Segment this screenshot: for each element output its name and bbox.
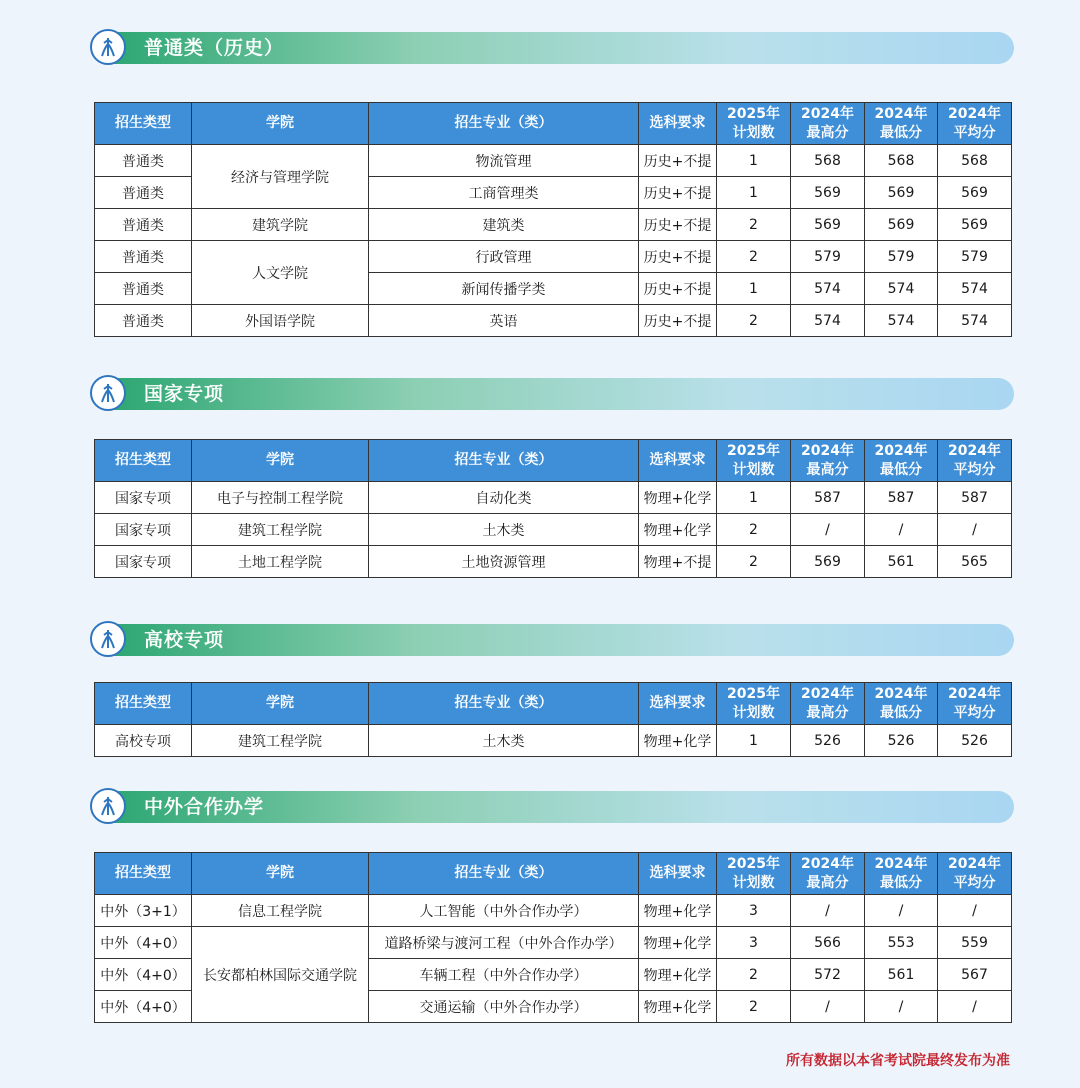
section-banner bbox=[92, 624, 1014, 656]
cell-plan: 1 bbox=[717, 482, 791, 514]
school-logo-icon bbox=[90, 375, 126, 411]
cell-requirement: 物理+化学 bbox=[639, 927, 717, 959]
cell-college: 电子与控制工程学院 bbox=[192, 482, 369, 514]
table-header-row bbox=[95, 103, 1012, 145]
cell-plan: 3 bbox=[717, 927, 791, 959]
cell-avg: 567 bbox=[938, 959, 1012, 991]
cell-min: 587 bbox=[865, 482, 938, 514]
cell-type: 中外（4+0） bbox=[95, 927, 192, 959]
cell-min: 579 bbox=[865, 241, 938, 273]
table-row bbox=[95, 209, 1012, 241]
admission-table bbox=[94, 439, 1012, 578]
cell-max: 587 bbox=[791, 482, 865, 514]
header-avg: 2024年 平均分 bbox=[938, 103, 1012, 145]
admission-table bbox=[94, 852, 1012, 1023]
cell-major: 土地资源管理 bbox=[369, 546, 639, 578]
cell-max: 566 bbox=[791, 927, 865, 959]
cell-college: 信息工程学院 bbox=[192, 895, 369, 927]
cell-avg: 569 bbox=[938, 177, 1012, 209]
footer-note: 所有数据以本省考试院最终发布为准 bbox=[786, 1053, 1010, 1069]
section-banner bbox=[92, 32, 1014, 64]
cell-max: 572 bbox=[791, 959, 865, 991]
section-banner bbox=[92, 791, 1014, 823]
cell-plan: 2 bbox=[717, 241, 791, 273]
header-plan: 2025年 计划数 bbox=[717, 440, 791, 482]
section-title: 普通类（历史） bbox=[144, 37, 285, 59]
cell-requirement: 历史+不提 bbox=[639, 273, 717, 305]
cell-major: 道路桥梁与渡河工程（中外合作办学） bbox=[369, 927, 639, 959]
cell-type: 中外（4+0） bbox=[95, 991, 192, 1023]
cell-requirement: 物理+化学 bbox=[639, 514, 717, 546]
cell-type: 国家专项 bbox=[95, 482, 192, 514]
cell-max: 569 bbox=[791, 209, 865, 241]
cell-plan: 2 bbox=[717, 959, 791, 991]
cell-college: 人文学院 bbox=[192, 241, 369, 305]
cell-avg: 526 bbox=[938, 725, 1012, 757]
header-avg: 2024年 平均分 bbox=[938, 853, 1012, 895]
cell-min: / bbox=[865, 514, 938, 546]
cell-avg: 579 bbox=[938, 241, 1012, 273]
cell-college: 建筑学院 bbox=[192, 209, 369, 241]
cell-requirement: 历史+不提 bbox=[639, 177, 717, 209]
header-major: 招生专业（类） bbox=[369, 440, 639, 482]
header-plan: 2025年 计划数 bbox=[717, 683, 791, 725]
cell-major: 土木类 bbox=[369, 725, 639, 757]
cell-type: 普通类 bbox=[95, 305, 192, 337]
header-major: 招生专业（类） bbox=[369, 683, 639, 725]
cell-avg: 587 bbox=[938, 482, 1012, 514]
header-type: 招生类型 bbox=[95, 440, 192, 482]
table-header-row bbox=[95, 853, 1012, 895]
cell-max: / bbox=[791, 895, 865, 927]
header-requirement: 选科要求 bbox=[639, 853, 717, 895]
header-min: 2024年 最低分 bbox=[865, 440, 938, 482]
table-row bbox=[95, 482, 1012, 514]
cell-avg: / bbox=[938, 991, 1012, 1023]
cell-max: 569 bbox=[791, 546, 865, 578]
header-major: 招生专业（类） bbox=[369, 853, 639, 895]
header-max: 2024年 最高分 bbox=[791, 440, 865, 482]
cell-avg: 574 bbox=[938, 305, 1012, 337]
header-college: 学院 bbox=[192, 440, 369, 482]
section-title: 高校专项 bbox=[144, 629, 225, 651]
cell-type: 国家专项 bbox=[95, 546, 192, 578]
cell-type: 国家专项 bbox=[95, 514, 192, 546]
cell-plan: 1 bbox=[717, 177, 791, 209]
header-college: 学院 bbox=[192, 103, 369, 145]
cell-max: 574 bbox=[791, 305, 865, 337]
cell-max: 574 bbox=[791, 273, 865, 305]
section-title: 国家专项 bbox=[144, 383, 225, 405]
table-row bbox=[95, 895, 1012, 927]
cell-plan: 2 bbox=[717, 991, 791, 1023]
header-major: 招生专业（类） bbox=[369, 103, 639, 145]
cell-major: 建筑类 bbox=[369, 209, 639, 241]
cell-requirement: 物理+化学 bbox=[639, 482, 717, 514]
cell-min: 568 bbox=[865, 145, 938, 177]
header-type: 招生类型 bbox=[95, 853, 192, 895]
cell-min: 526 bbox=[865, 725, 938, 757]
cell-requirement: 历史+不提 bbox=[639, 209, 717, 241]
cell-major: 英语 bbox=[369, 305, 639, 337]
cell-requirement: 物理+化学 bbox=[639, 959, 717, 991]
table-row bbox=[95, 305, 1012, 337]
cell-college: 外国语学院 bbox=[192, 305, 369, 337]
table-row bbox=[95, 927, 1012, 959]
header-college: 学院 bbox=[192, 683, 369, 725]
cell-type: 中外（3+1） bbox=[95, 895, 192, 927]
school-logo-icon bbox=[90, 621, 126, 657]
cell-requirement: 历史+不提 bbox=[639, 145, 717, 177]
cell-max: 526 bbox=[791, 725, 865, 757]
header-avg: 2024年 平均分 bbox=[938, 683, 1012, 725]
cell-max: 579 bbox=[791, 241, 865, 273]
header-plan: 2025年 计划数 bbox=[717, 103, 791, 145]
cell-requirement: 物理+化学 bbox=[639, 725, 717, 757]
cell-requirement: 历史+不提 bbox=[639, 241, 717, 273]
cell-type: 高校专项 bbox=[95, 725, 192, 757]
table-row bbox=[95, 546, 1012, 578]
cell-max: / bbox=[791, 991, 865, 1023]
cell-plan: 2 bbox=[717, 514, 791, 546]
section-banner bbox=[92, 378, 1014, 410]
table-header-row bbox=[95, 683, 1012, 725]
cell-avg: / bbox=[938, 514, 1012, 546]
cell-plan: 1 bbox=[717, 273, 791, 305]
cell-type: 中外（4+0） bbox=[95, 959, 192, 991]
header-min: 2024年 最低分 bbox=[865, 853, 938, 895]
cell-min: 569 bbox=[865, 209, 938, 241]
cell-requirement: 物理+化学 bbox=[639, 895, 717, 927]
cell-plan: 2 bbox=[717, 546, 791, 578]
school-logo-icon bbox=[90, 788, 126, 824]
cell-major: 新闻传播学类 bbox=[369, 273, 639, 305]
table-row bbox=[95, 241, 1012, 273]
cell-requirement: 物理+化学 bbox=[639, 991, 717, 1023]
cell-type: 普通类 bbox=[95, 273, 192, 305]
cell-plan: 2 bbox=[717, 209, 791, 241]
cell-type: 普通类 bbox=[95, 145, 192, 177]
header-max: 2024年 最高分 bbox=[791, 853, 865, 895]
header-type: 招生类型 bbox=[95, 683, 192, 725]
cell-min: 561 bbox=[865, 959, 938, 991]
cell-max: 569 bbox=[791, 177, 865, 209]
table-row bbox=[95, 725, 1012, 757]
cell-max: / bbox=[791, 514, 865, 546]
cell-plan: 3 bbox=[717, 895, 791, 927]
cell-major: 土木类 bbox=[369, 514, 639, 546]
cell-type: 普通类 bbox=[95, 241, 192, 273]
cell-max: 568 bbox=[791, 145, 865, 177]
cell-min: 561 bbox=[865, 546, 938, 578]
header-requirement: 选科要求 bbox=[639, 440, 717, 482]
section-title: 中外合作办学 bbox=[144, 796, 265, 818]
cell-min: 574 bbox=[865, 305, 938, 337]
cell-major: 工商管理类 bbox=[369, 177, 639, 209]
cell-type: 普通类 bbox=[95, 209, 192, 241]
cell-major: 交通运输（中外合作办学） bbox=[369, 991, 639, 1023]
cell-min: 574 bbox=[865, 273, 938, 305]
cell-college: 建筑工程学院 bbox=[192, 725, 369, 757]
header-min: 2024年 最低分 bbox=[865, 683, 938, 725]
cell-min: / bbox=[865, 991, 938, 1023]
cell-avg: / bbox=[938, 895, 1012, 927]
header-min: 2024年 最低分 bbox=[865, 103, 938, 145]
header-plan: 2025年 计划数 bbox=[717, 853, 791, 895]
cell-plan: 1 bbox=[717, 725, 791, 757]
header-requirement: 选科要求 bbox=[639, 683, 717, 725]
cell-min: 569 bbox=[865, 177, 938, 209]
header-type: 招生类型 bbox=[95, 103, 192, 145]
header-requirement: 选科要求 bbox=[639, 103, 717, 145]
admission-table bbox=[94, 102, 1012, 337]
cell-avg: 568 bbox=[938, 145, 1012, 177]
cell-min: 553 bbox=[865, 927, 938, 959]
school-logo-icon bbox=[90, 29, 126, 65]
cell-type: 普通类 bbox=[95, 177, 192, 209]
cell-plan: 1 bbox=[717, 145, 791, 177]
cell-major: 自动化类 bbox=[369, 482, 639, 514]
cell-avg: 565 bbox=[938, 546, 1012, 578]
table-header-row bbox=[95, 440, 1012, 482]
table-row bbox=[95, 514, 1012, 546]
cell-avg: 574 bbox=[938, 273, 1012, 305]
cell-major: 人工智能（中外合作办学） bbox=[369, 895, 639, 927]
header-max: 2024年 最高分 bbox=[791, 683, 865, 725]
table-row bbox=[95, 145, 1012, 177]
cell-major: 车辆工程（中外合作办学） bbox=[369, 959, 639, 991]
cell-avg: 559 bbox=[938, 927, 1012, 959]
cell-college: 土地工程学院 bbox=[192, 546, 369, 578]
header-avg: 2024年 平均分 bbox=[938, 440, 1012, 482]
header-college: 学院 bbox=[192, 853, 369, 895]
header-max: 2024年 最高分 bbox=[791, 103, 865, 145]
cell-college: 经济与管理学院 bbox=[192, 145, 369, 209]
cell-avg: 569 bbox=[938, 209, 1012, 241]
cell-plan: 2 bbox=[717, 305, 791, 337]
cell-major: 行政管理 bbox=[369, 241, 639, 273]
cell-min: / bbox=[865, 895, 938, 927]
cell-college: 建筑工程学院 bbox=[192, 514, 369, 546]
cell-major: 物流管理 bbox=[369, 145, 639, 177]
cell-requirement: 历史+不提 bbox=[639, 305, 717, 337]
cell-requirement: 物理+不提 bbox=[639, 546, 717, 578]
cell-college: 长安都柏林国际交通学院 bbox=[192, 927, 369, 1023]
admission-table bbox=[94, 682, 1012, 757]
